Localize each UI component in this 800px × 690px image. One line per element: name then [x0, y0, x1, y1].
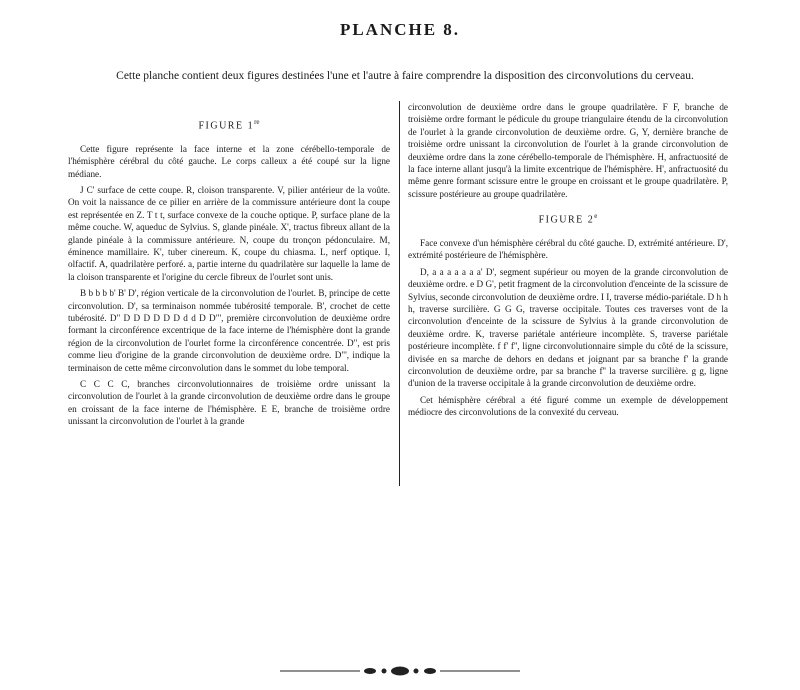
column-divider: [399, 101, 400, 486]
figure-2-heading-text: FIGURE 2: [538, 214, 595, 226]
figure-1-heading-sup: re: [254, 118, 260, 126]
page-title: PLANCHE 8.: [339, 20, 461, 39]
figure-1-heading-text: FIGURE 1: [198, 120, 255, 132]
figure-1-heading: [68, 116, 390, 133]
figure-2-heading-sup: e: [594, 212, 598, 221]
figure-1-paragraph: Cette figure représente la face interne et la zone cérébello-temporale de l'hémisphère cérébral du côté gauche. Le corps calleux a été coupé sur la ligne médiane.: [68, 143, 390, 179]
right-column: [408, 101, 728, 423]
intro-text: Cette planche contient deux figures destinées l'une et l'autre à faire comprendre la disposition des circonvolutions du cerveau.: [116, 70, 694, 82]
figure-1-paragraph: J C' surface de cette coupe. R, cloison transparente. V, pilier antérieur de la voûte. On voit la naissance de ce pilier en arrière de la commissure antérieure dont la coupe est représentée en Z. T t t, surface convexe de la couche optique. P, surface plane de la même couche. W, aqueduc de Sylvius. S, glande pinéale. X', tractus fibreux allant de la glande pinéale à la commissure antérieure. N, coupe du tronçon pédonculaire. M, éminence mamillaire. K', tuber cinereum. K, coupe du chiasma. L, nerf optique. I, olfactif. A, quadrilatère perforé. a, partie interne du quadrilatère sur laquelle la lame de la cloison transparente et l'origine du cercle fibreux de l'ourlet sont unis.: [68, 184, 390, 282]
figure-2-paragraph: Cet hémisphère cérébral a été figuré comme un exemple de développement médiocre des circonvolutions de la convexité du cerveau.: [408, 394, 728, 418]
figure-1-continuation: circonvolution de deuxième ordre dans le groupe quadrilatère. F F, branche de troisième ordre formant le pédicule du groupe triangulaire étendu de la circonvolution de l'ourlet à la grande circonvolution de deuxième ordre. G, Y, dernière branche de troisième ordre unissant la circonvolution de l'ourlet à la grande circonvolution de deuxième ordre dans la zone cérébello-temporale de l'hémisphère. H, anfractuosité de la face interne allant jusqu'à la limite excentrique de l'hémisphère. H', anfractuosité du même genre formant scissure entre le groupe en croissant et le groupe quadrilatère. P, scissure postérieure au groupe quadrilatère.: [408, 102, 728, 199]
figure-2-paragraph: Face convexe d'un hémisphère cérébral du côté gauche. D, extrémité antérieure. D', extrémité postérieure de l'hémisphère.: [408, 237, 728, 261]
left-column: [68, 112, 390, 432]
ornament-divider: [260, 664, 540, 678]
figure-2-paragraph: D, a a a a a a a' D', segment supérieur ou moyen de la grande circonvolution de deuxième ordre. e D G', petit fragment de la circonvolution d'enceinte de la scissure de Sylvius, seconde circonvolution de deuxième ordre. I I, traverse médio-pariétale. D h h h, traverse surcilière. G G G, traverse occipitale. Toutes ces traverses vont de la circonvolution d'enceinte de la scissure de Sylvius à la grande circonvolution de deuxième ordre. K, traverse pariétale antérieure incomplète. S, traverse pariétale postérieure incomplète. f f' f'', ligne circonvolutionnaire simple du côté de la scissure, divisée en sa marche de dehors en dedans et joignant par sa branche f' la grande circonvolution de deuxième ordre, par sa branche f'' la traverse surcilière. g g, ligne d'union de la traverse occipitale à la grande circonvolution de deuxième ordre.: [408, 266, 728, 389]
figure-2-heading: [408, 210, 728, 227]
figure-1-paragraph: B b b b b' B' D', région verticale de la circonvolution de l'ourlet. B, principe de cette circonvolution. D', sa terminaison nommée tubérosité temporale. B', crochet de cette tubérosité. D" D D D D D D d d D D"', première circonvolution de deuxième ordre formant la circonférence excentrique de la face interne de l'hémisphère dont la grande région de la circonvolution de l'ourlet forme la circonférence concentrée. D", est pris comme lieu d'origine de la grande circonvolution de deuxième ordre. D"', indique la terminaison de cette même circonvolution dans le sommet du lobe temporal.: [68, 288, 390, 373]
figure-1-paragraph: C C C C, branches circonvolutionnaires de troisième ordre unissant la circonvolution de l'ourlet à la grande circonvolution de deuxième ordre dans le groupe en croissant de la face interne de l'hémisphère. E E, branche de troisième ordre unissant la circonvolution de l'ourlet à la grande: [68, 379, 390, 427]
